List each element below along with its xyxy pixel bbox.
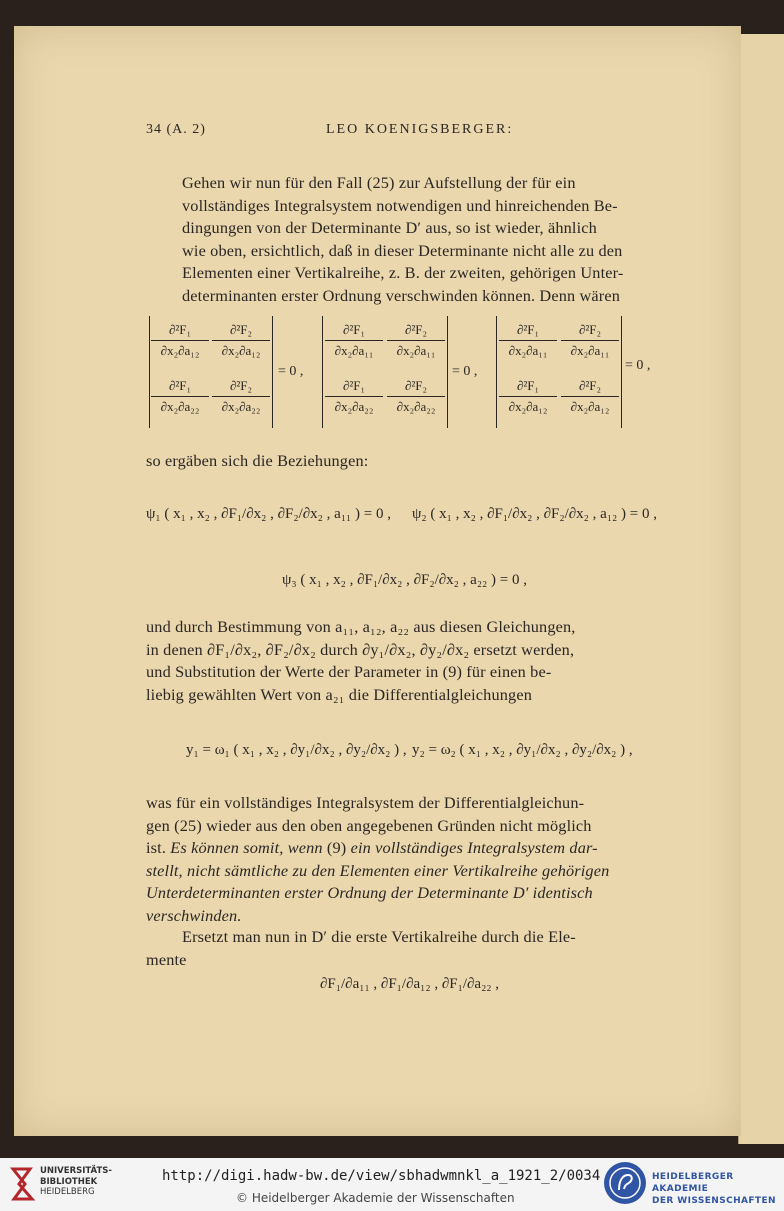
det-cell: $\frac{\text{∂²F₁}}{\text{∂x₂∂a₁₁}}$ [325, 322, 383, 359]
final-elements: ∂F₁/∂a₁₁ , ∂F₁/∂a₁₂ , ∂F₁/∂a₂₂ , [320, 976, 500, 992]
det-cell: $\frac{\text{∂²F₂}}{\text{∂x₂∂a₂₂}}$ [387, 378, 445, 415]
text-line: Unterdeterminanten erster Ordnung der Determinante D′ identisch [146, 883, 593, 903]
det-cell: $\frac{\text{∂²F₁}}{\text{∂x₂∂a₁₁}}$ [499, 322, 557, 359]
paragraph-3 [146, 792, 660, 928]
equation-psi-2: ψ₂ ( x₁ , x₂ , ∂F₁/∂x₂ , ∂F₂/∂x₂ , a₁₂ ) = 0 , [412, 506, 657, 522]
text-line: vollständiges Integralsystem notwendigen und hinreichenden Be- [182, 195, 618, 215]
text-line: ist. Es können somit, wenn (9) ein vollständiges Integralsystem dar- [146, 838, 598, 858]
det-cell: $\frac{\text{∂²F₂}}{\text{∂x₂∂a₁₁}}$ [387, 322, 445, 359]
university-library-logo-icon [10, 1165, 36, 1203]
text-line: was für ein vollständiges Integralsystem der Differentialgleichun- [146, 793, 585, 812]
det-cell: $\frac{\text{∂²F₁}}{\text{∂x₂∂a₂₂}}$ [325, 378, 383, 415]
book-page [14, 26, 741, 1136]
determinant-3 [496, 316, 622, 428]
text-line: determinanten erster Ordnung verschwinden können. Denn wären [182, 285, 621, 305]
text-line: Gehen wir nun für den Fall (25) zur Aufstellung der für ein [182, 173, 576, 192]
library-name: UNIVERSITÄTS- BIBLIOTHEK HEIDELBERG [40, 1166, 112, 1197]
det-cell: $\frac{\text{∂²F₂}}{\text{∂x₂∂a₁₂}}$ [561, 378, 619, 415]
text-line: mente [146, 949, 187, 969]
text-line: verschwinden. [146, 905, 242, 925]
page-number: 34 (A. 2) [146, 122, 206, 137]
det-cell: $\frac{\text{∂²F₁}}{\text{∂x₂∂a₁₂}}$ [499, 378, 557, 415]
equation-psi-1: ψ₁ ( x₁ , x₂ , ∂F₁/∂x₂ , ∂F₂/∂x₂ , a₁₁ ) = 0 , [146, 506, 391, 522]
text-line: stellt, nicht sämtliche zu den Elementen einer Vertikalreihe gehörigen [146, 860, 610, 880]
det-cell: $\frac{\text{∂²F₂}}{\text{∂x₂∂a₁₁}}$ [561, 322, 619, 359]
det-equals-zero: = 0 , [278, 364, 304, 379]
text-line: und Substitution der Werte der Parameter in (9) für einen be- [146, 662, 552, 682]
running-header [14, 122, 741, 146]
equation-psi-3: ψ₃ ( x₁ , x₂ , ∂F₁/∂x₂ , ∂F₂/∂x₂ , a₂₂ ) = 0 , [282, 572, 527, 588]
running-author: LEO KOENIGSBERGER: [326, 122, 514, 137]
det-equals-zero: = 0 , [625, 358, 651, 373]
text-line: Elementen einer Vertikalreihe, z. B. der zweiten, gehörigen Unter- [182, 263, 624, 283]
text-line: in denen ∂F₁/∂x₂, ∂F₂/∂x₂ durch ∂y₁/∂x₂, ∂y₂/∂x₂ ersetzt werden, [146, 639, 575, 659]
text-line: liebig gewählten Wert von a₂₁ die Differentialgleichungen [146, 684, 532, 704]
text-line: und durch Bestimmung von a₁₁, a₁₂, a₂₂ aus diesen Gleichungen, [146, 617, 576, 636]
equation-y2: y₂ = ω₂ ( x₁ , x₂ , ∂y₁/∂x₂ , ∂y₂/∂x₂ ) , [412, 742, 633, 758]
text-line: Ersetzt man nun in D′ die erste Vertikalreihe durch die Ele- [182, 927, 576, 946]
academy-name: HEIDELBERGER AKADEMIE DER WISSENSCHAFTEN [652, 1172, 776, 1206]
det-cell: $\frac{\text{∂²F₂}}{\text{∂x₂∂a₁₂}}$ [212, 322, 270, 359]
text-line: wie oben, ersichtlich, daß in dieser Determinante nicht alle zu den [182, 240, 623, 260]
paragraph-4 [146, 926, 660, 971]
next-page-edge [738, 34, 784, 1144]
line-beziehungen: so ergäben sich die Beziehungen: [146, 451, 369, 470]
equation-y1: y₁ = ω₁ ( x₁ , x₂ , ∂y₁/∂x₂ , ∂y₂/∂x₂ ) , [186, 742, 407, 758]
det-cell: $\frac{\text{∂²F₂}}{\text{∂x₂∂a₂₂}}$ [212, 378, 270, 415]
determinant-2 [322, 316, 448, 428]
paragraph-2 [146, 616, 660, 706]
det-equals-zero: = 0 , [452, 364, 478, 379]
viewer-footer [0, 1158, 784, 1211]
det-cell: $\frac{\text{∂²F₁}}{\text{∂x₂∂a₁₂}}$ [151, 322, 209, 359]
text-line: dingungen von der Determinante D′ aus, so ist wieder, ähnlich [182, 218, 597, 238]
text-line: gen (25) wieder aus den oben angegebenen Gründen nicht möglich [146, 815, 592, 835]
academy-seal-icon [604, 1162, 646, 1204]
determinant-1 [149, 316, 273, 428]
copyright-notice: © Heidelberger Akademie der Wissenschaften [236, 1191, 515, 1205]
permalink-url[interactable]: http://digi.hadw-bw.de/view/sbhadwmnkl_a_1921_2/0034 [162, 1168, 601, 1184]
paragraph-1 [146, 172, 660, 308]
det-cell: $\frac{\text{∂²F₁}}{\text{∂x₂∂a₂₂}}$ [151, 378, 209, 415]
